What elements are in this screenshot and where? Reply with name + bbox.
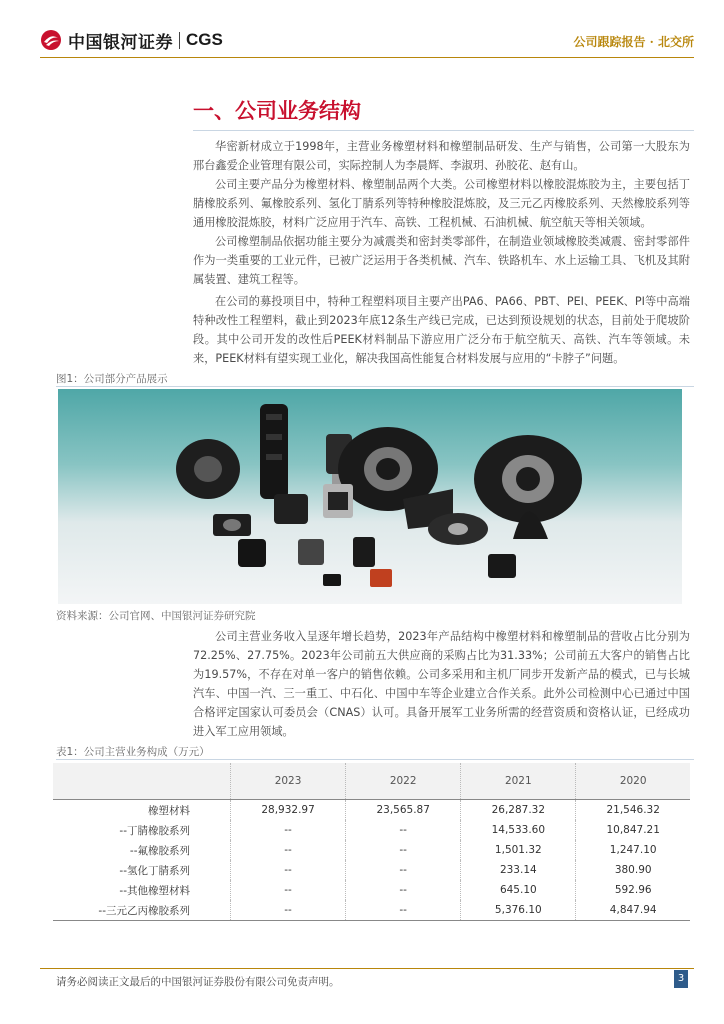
table-cell: 380.90 [614, 864, 652, 876]
table-cell-item: 橡塑材料 [53, 800, 231, 821]
paragraph-products: 公司橡塑制品依据功能主要分为减震类和密封类零部件，在制造业领域橡胶类减震、密封零部件作为一类重要的工业元件，已被广泛运用于各类机械、汽车、铁路机车、水上运输工具、飞机及其附属装置、建筑工程等。 [193, 235, 690, 286]
footer-divider [40, 968, 694, 969]
table-divider [56, 759, 694, 760]
table-cell-item: --三元乙丙橡胶系列 [53, 900, 231, 921]
table-cell: -- [346, 860, 461, 880]
header-divider [40, 57, 694, 58]
product-photo-illustration [58, 389, 682, 604]
table-cell: -- [231, 820, 346, 840]
table-header-2023: 2023 [231, 763, 346, 800]
figure-source: 资料来源：公司官网、中国银河证券研究院 [56, 610, 256, 622]
table-cell: -- [231, 880, 346, 900]
report-type-label: 公司跟踪报告 · 北交所 [573, 35, 694, 49]
table-cell: 233.14 [461, 860, 576, 880]
table-cell: 5,376.10 [461, 900, 576, 921]
paragraph-revenue-summary: 公司主营业务收入呈逐年增长趋势，2023年产品结构中橡塑材料和橡塑制品的营收占比分别为72.25%、27.75%。2023年公司前五大供应商的采购占比为31.33%；公司前五大客户的销售占比为19.57%，不存在对单一客户的销售依赖。公司多采用和主机厂同步开发新产品的模式，已与长城汽车、中国一汽、三一重工、中石化、中国中车等企业建立合作关系。此外公司检测中心已通过中国合格评定国家认可委员会（CNAS）认可。具备开展军工业务所需的经营资质和资格认证，已经成功进入军工应用领域。 [193, 630, 690, 738]
logo-divider [179, 32, 180, 49]
footer-disclaimer: 请务必阅读正文最后的中国银河证券股份有限公司免责声明。 [56, 976, 340, 988]
galaxy-logo-icon [40, 29, 62, 51]
table-cell: -- [346, 880, 461, 900]
paragraph-company-intro: 华密新材成立于1998年，主营业务橡塑材料和橡塑制品研发、生产与销售，公司第一大股东为邢台鑫爱企业管理有限公司，实际控制人为李晨辉、李淑玥、孙胶花、赵有山。 [193, 140, 690, 172]
table-row [53, 800, 690, 821]
paragraph-materials: 公司主要产品分为橡塑材料、橡塑制品两个大类。公司橡塑材料以橡胶混炼胶为主，主要包括丁腈橡胶系列、氟橡胶系列、氢化丁腈系列等特种橡胶混炼胶，及三元乙丙橡胶系列、天然橡胶系列等通用橡胶混炼胶，材料广泛应用于汽车、高铁、工程机械、石油机械、航空航天等相关领域。 [193, 178, 690, 229]
logo-text-en: CGS [186, 30, 223, 49]
company-logo [40, 27, 223, 53]
table-cell: 23,565.87 [346, 800, 461, 821]
table-cell: 14,533.60 [461, 820, 576, 840]
table-cell: 10,847.21 [606, 824, 660, 836]
table-cell: -- [231, 840, 346, 860]
table-cell: 1,501.32 [461, 840, 576, 860]
table-cell-item: --其他橡塑材料 [53, 880, 231, 900]
figure-caption: 图1：公司部分产品展示 [56, 373, 168, 385]
table-row [53, 840, 690, 860]
table-cell: -- [346, 840, 461, 860]
table-header-item [53, 763, 231, 800]
table-cell-item: --丁腈橡胶系列 [53, 820, 231, 840]
table-row [53, 900, 690, 921]
table-cell: 592.96 [614, 884, 652, 896]
product-photo [58, 389, 682, 604]
table-header-row [53, 763, 690, 800]
table-row [53, 880, 690, 900]
table-cell: 4,847.94 [576, 900, 690, 921]
section-title: 一、公司业务结构 [193, 99, 361, 123]
table-cell: 28,932.97 [231, 800, 346, 821]
table-cell-item: --氢化丁腈系列 [53, 860, 231, 880]
revenue-table [53, 763, 690, 921]
table-cell-item: --氟橡胶系列 [53, 840, 231, 860]
table-header-2021: 2021 [461, 763, 576, 800]
title-divider [193, 130, 694, 131]
table-caption: 表1：公司主营业务构成（万元） [56, 746, 210, 758]
table-header-2020: 2020 [576, 763, 690, 800]
table-cell: -- [231, 860, 346, 880]
table-cell: 26,287.32 [461, 800, 576, 821]
table-cell: 21,546.32 [576, 800, 690, 821]
table-cell: -- [346, 900, 461, 921]
table-cell: 645.10 [461, 880, 576, 900]
table-row [53, 820, 690, 840]
paragraph-investment-projects: 在公司的募投项目中，特种工程塑料项目主要产出PA6、PA66、PBT、PEI、PEEK、PI等中高端特种改性工程塑料，截止到2023年底12条生产线已完成，已达到预设规划的状态，目前处于爬坡阶段。其中公司开发的改性后PEEK材料制品下游应用广泛分布于航空航天、高铁、汽车等领域。未来，PEEK材料有望实现工业化，解决我国高性能复合材料发展与应用的“卡脖子”问题。 [193, 295, 690, 365]
logo-text-cn: 中国银河证券 [68, 32, 173, 53]
page-number: 3 [674, 970, 688, 988]
table-cell: 1,247.10 [609, 844, 657, 856]
table-cell: -- [346, 820, 461, 840]
table-row [53, 860, 690, 880]
table-header-2022: 2022 [346, 763, 461, 800]
figure-divider [56, 386, 694, 387]
table-cell: -- [231, 900, 346, 921]
